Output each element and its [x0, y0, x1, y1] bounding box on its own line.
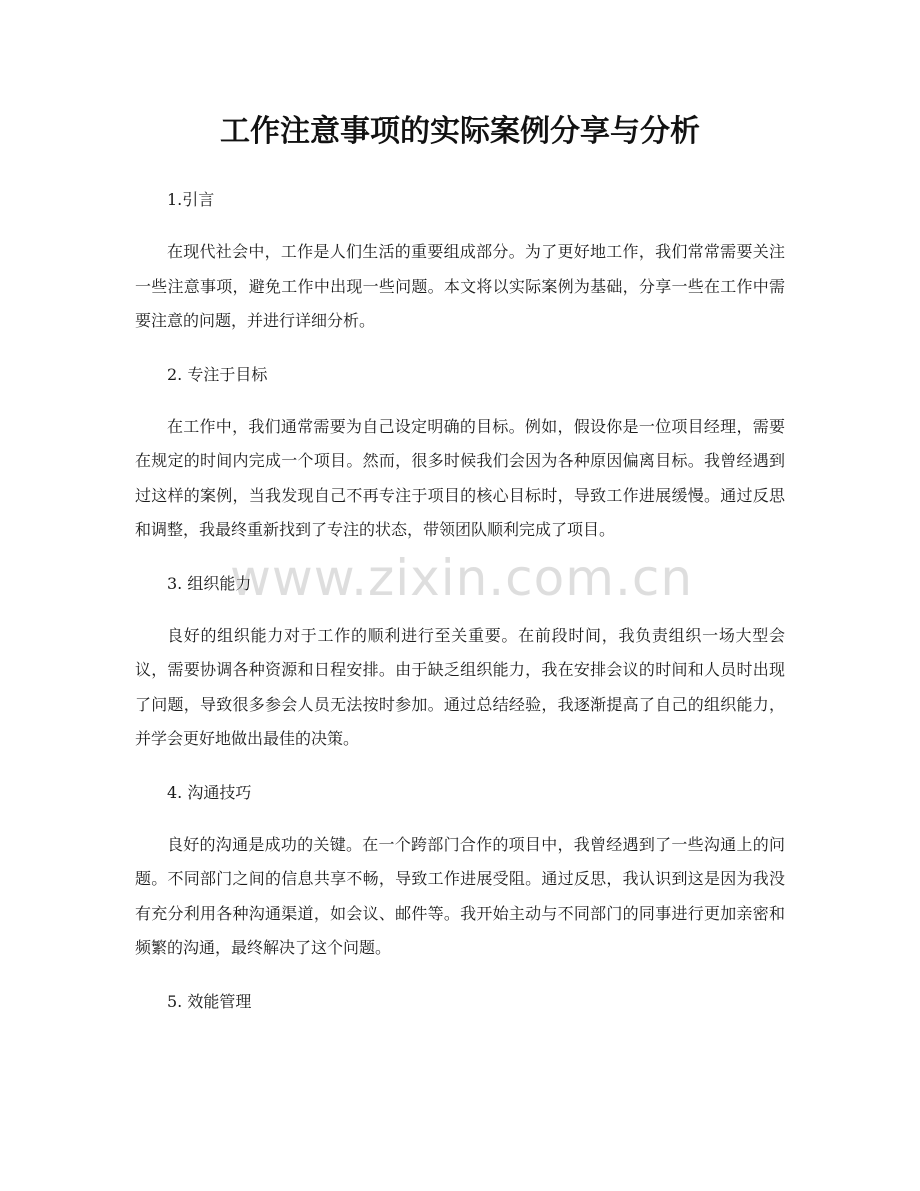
section-heading-communication: 4. 沟通技巧	[167, 782, 252, 802]
watermark: www.zixin.com.cn	[230, 549, 694, 607]
section-heading-intro: 1.引言	[167, 190, 215, 209]
section-paragraph-focus: 在工作中，我们通常需要为自己设定明确的目标。例如，假设你是一位项目经理，需要在规定的时间内完成一个项目。然而，很多时候我们会因为各种原因偏离目标。我曾经遇到过这样的案例，当我发现自己不再专注于项目的核心目标时，导致工作进展缓慢。通过反思和调整，我最终重新找到了专注的状态，带领团队顺利完成了项目。	[135, 416, 785, 539]
document-body	[135, 183, 785, 1019]
page-title: 工作注意事项的实际案例分享与分析	[220, 114, 700, 149]
section-paragraph-communication: 良好的沟通是成功的关键。在一个跨部门合作的项目中，我曾经遇到了一些沟通上的问题。不同部门之间的信息共享不畅，导致工作进展受阻。通过反思，我认识到这是因为我没有充分利用各种沟通渠道，如会议、邮件等。我开始主动与不同部门的同事进行更加亲密和频繁的沟通，最终解决了这个问题。	[135, 834, 785, 957]
section-paragraph-intro: 在现代社会中，工作是人们生活的重要组成部分。为了更好地工作，我们常常需要关注一些注意事项，避免工作中出现一些问题。本文将以实际案例为基础，分享一些在工作中需要注意的问题，并进行详细分析。	[135, 242, 785, 330]
section-heading-organization: 3. 组织能力	[167, 573, 252, 593]
section-paragraph-organization: 良好的组织能力对于工作的顺利进行至关重要。在前段时间，我负责组织一场大型会议，需要协调各种资源和日程安排。由于缺乏组织能力，我在安排会议的时间和人员时出现了问题，导致很多参会人员无法按时参加。通过总结经验，我逐渐提高了自己的组织能力，并学会更好地做出最佳的决策。	[135, 625, 785, 748]
section-heading-focus: 2. 专注于目标	[167, 364, 268, 384]
section-heading-efficiency: 5. 效能管理	[167, 991, 252, 1011]
